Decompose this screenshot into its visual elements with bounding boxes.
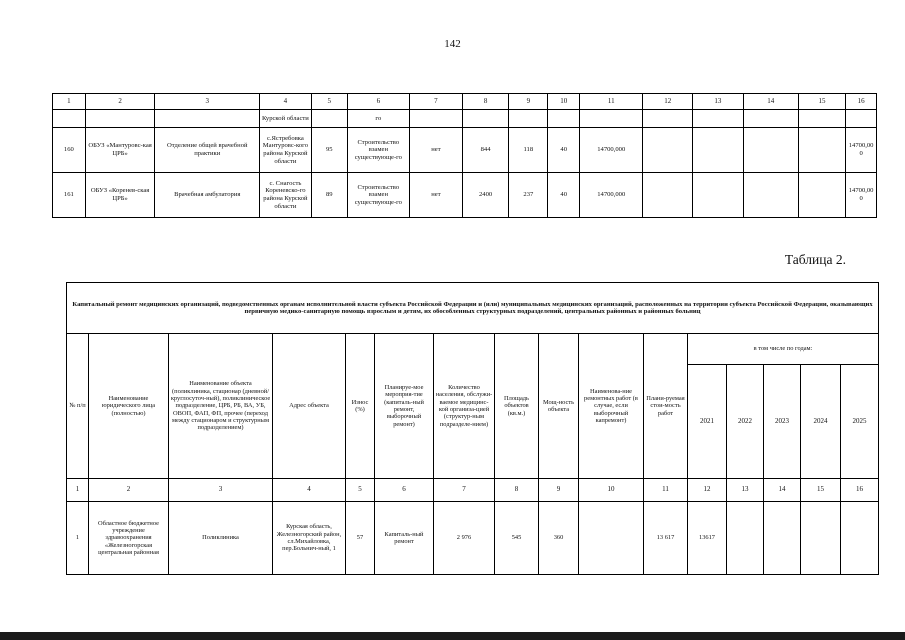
table2-cell: Областное бюджетное учреждение здравоохранения «Железногорская центральная районная [89, 502, 169, 575]
table1-cell: нет [410, 173, 463, 218]
table1-header-cell: 12 [643, 94, 693, 110]
table1-cell: 161 [53, 173, 86, 218]
col-header-year: 2023 [764, 365, 801, 479]
table1-header-cell: 10 [548, 94, 580, 110]
col-header-works: Наименова-ние ремонтных работ (в случае, если выборочный капремонт) [579, 334, 644, 479]
table1-header-cell: 13 [693, 94, 744, 110]
table-row [53, 173, 877, 218]
table1-cell: Курской области [260, 110, 312, 128]
table2-title: Капитальный ремонт медицинских организаций, подведомственных органам исполнительной власти субъекта Российской Федерации и (или) муниципальных медицинских организаций, расположенных на территории субъекта Российской Федерации, оказывающих первичную медико-санитарную помощь взрослым и детям, их обособленных структурных подразделений, центральных районных и районных больниц [67, 283, 879, 334]
table2-header-row [67, 334, 879, 365]
table1-header-row [53, 94, 877, 110]
col-number: 3 [169, 479, 273, 502]
table2-cell: 13617 [688, 502, 727, 575]
col-number: 13 [727, 479, 764, 502]
table2-cell: 13 617 [644, 502, 688, 575]
col-header-years-group: в том числе по годам: [688, 334, 879, 365]
col-header-event: Планируе-мое мероприя-тие (капиталь-ный ремонт, выборочный ремонт) [375, 334, 434, 479]
table1-cell: 2400 [462, 173, 508, 218]
table1-cell [743, 128, 798, 173]
col-header-year: 2021 [688, 365, 727, 479]
table1-cell: 14700,000 [846, 173, 877, 218]
col-header-wear: Износ (%) [346, 334, 375, 479]
table2-cell: 360 [539, 502, 579, 575]
col-header-area: Площадь объектов (кв.м.) [495, 334, 539, 479]
col-header-year: 2025 [841, 365, 879, 479]
table2-cell: Курская область, Железногорский район, сл.Михайловка, пер.Больнич-ный, 1 [273, 502, 346, 575]
table1-cell: 40 [548, 173, 580, 218]
col-header-capacity: Мощ-ность объекта [539, 334, 579, 479]
table2-cell [841, 502, 879, 575]
table1-header-cell: 15 [798, 94, 846, 110]
col-number: 2 [89, 479, 169, 502]
table2-cell: 2 976 [434, 502, 495, 575]
table1-cell: Врачебная амбулатория [155, 173, 260, 218]
col-number: 15 [801, 479, 841, 502]
col-number: 9 [539, 479, 579, 502]
table1-cell: 118 [509, 128, 548, 173]
col-header-year: 2024 [801, 365, 841, 479]
table1-cell [693, 128, 744, 173]
table1-header-cell: 14 [743, 94, 798, 110]
table2-cell: 1 [67, 502, 89, 575]
table1-cell: Отделение общей врачебной практики [155, 128, 260, 173]
table-1 [52, 93, 877, 218]
col-number: 11 [644, 479, 688, 502]
table1-cell [743, 173, 798, 218]
table1-cell: 95 [311, 128, 347, 173]
table1-header-cell: 11 [580, 94, 643, 110]
table1-cell [693, 173, 744, 218]
col-number: 6 [375, 479, 434, 502]
col-header-address: Адрес объекта [273, 334, 346, 479]
table1-header-cell: 8 [462, 94, 508, 110]
table1-cell: ОБУЗ «Мантуровс-кая ЦРБ» [85, 128, 155, 173]
table2-cell [727, 502, 764, 575]
table1-header-cell: 1 [53, 94, 86, 110]
table1-cell: 237 [509, 173, 548, 218]
table1-cell: 14700,000 [580, 173, 643, 218]
table2-cell: Капиталь-ный ремонт [375, 502, 434, 575]
col-number: 14 [764, 479, 801, 502]
col-number: 1 [67, 479, 89, 502]
col-header-num: № п/п [67, 334, 89, 479]
table1-continuation-row [53, 110, 877, 128]
col-header-object: Наименование объекта (поликлиника, стационар (дневной/круглосуточ-ный), поликлиническое подразделение, ЦРБ, РБ, ВА, УБ, ОВОП, ФАП, ФП, прочее (переход между стационаром и структурным подразделением) [169, 334, 273, 479]
col-header-population: Количество населения, обслужи-ваемое медицинс-кой организа-цией (структур-ным подразделе-нием) [434, 334, 495, 479]
col-number: 8 [495, 479, 539, 502]
table-row [53, 128, 877, 173]
table1-header-cell: 6 [347, 94, 409, 110]
table1-header-cell: 2 [85, 94, 155, 110]
table1-cell [798, 173, 846, 218]
table2-cell [579, 502, 644, 575]
table1-cell: ОБУЗ «Коренев-ская ЦРБ» [85, 173, 155, 218]
col-number: 5 [346, 479, 375, 502]
table1-cell: Строительство взамен существующе-го [347, 128, 409, 173]
table1-header-cell: 5 [311, 94, 347, 110]
col-header-cost: Плани-руемая стои-мость работ [644, 334, 688, 479]
table1-cell: 14700,000 [580, 128, 643, 173]
table1-header-cell: 3 [155, 94, 260, 110]
col-number: 16 [841, 479, 879, 502]
table1-cell [798, 128, 846, 173]
page-number: 142 [444, 38, 461, 50]
table2-cell: Поликлиника [169, 502, 273, 575]
table1-cell: го [347, 110, 409, 128]
table-2 [66, 282, 879, 575]
table1-header-cell: 9 [509, 94, 548, 110]
table1-cell: 844 [462, 128, 508, 173]
table2-cell: 545 [495, 502, 539, 575]
table1-header-cell: 7 [410, 94, 463, 110]
table1-cell: 89 [311, 173, 347, 218]
table-caption: Таблица 2. [784, 252, 846, 267]
table-row [67, 502, 879, 575]
col-header-year: 2022 [727, 365, 764, 479]
table1-cell: нет [410, 128, 463, 173]
col-number: 4 [273, 479, 346, 502]
table1-cell: 40 [548, 128, 580, 173]
table2-number-row [67, 479, 879, 502]
table1-header-cell: 16 [846, 94, 877, 110]
col-number: 12 [688, 479, 727, 502]
table1-cell: с. Снагость Кореневско-го района Курской области [260, 173, 312, 218]
table1-cell: Строительство взамен существующе-го [347, 173, 409, 218]
table2-cell [764, 502, 801, 575]
scan-edge [0, 632, 905, 640]
col-header-org: Наименование юридического лица (полностью) [89, 334, 169, 479]
col-number: 10 [579, 479, 644, 502]
table2-title-row [67, 283, 879, 334]
table1-header-cell: 4 [260, 94, 312, 110]
table1-cell [643, 128, 693, 173]
table1-cell: 160 [53, 128, 86, 173]
table1-cell: с.Ястребовка Мантуровс-кого района Курской области [260, 128, 312, 173]
col-number: 7 [434, 479, 495, 502]
table1-cell [643, 173, 693, 218]
table2-cell: 57 [346, 502, 375, 575]
table1-cell: 14700,000 [846, 128, 877, 173]
table2-cell [801, 502, 841, 575]
